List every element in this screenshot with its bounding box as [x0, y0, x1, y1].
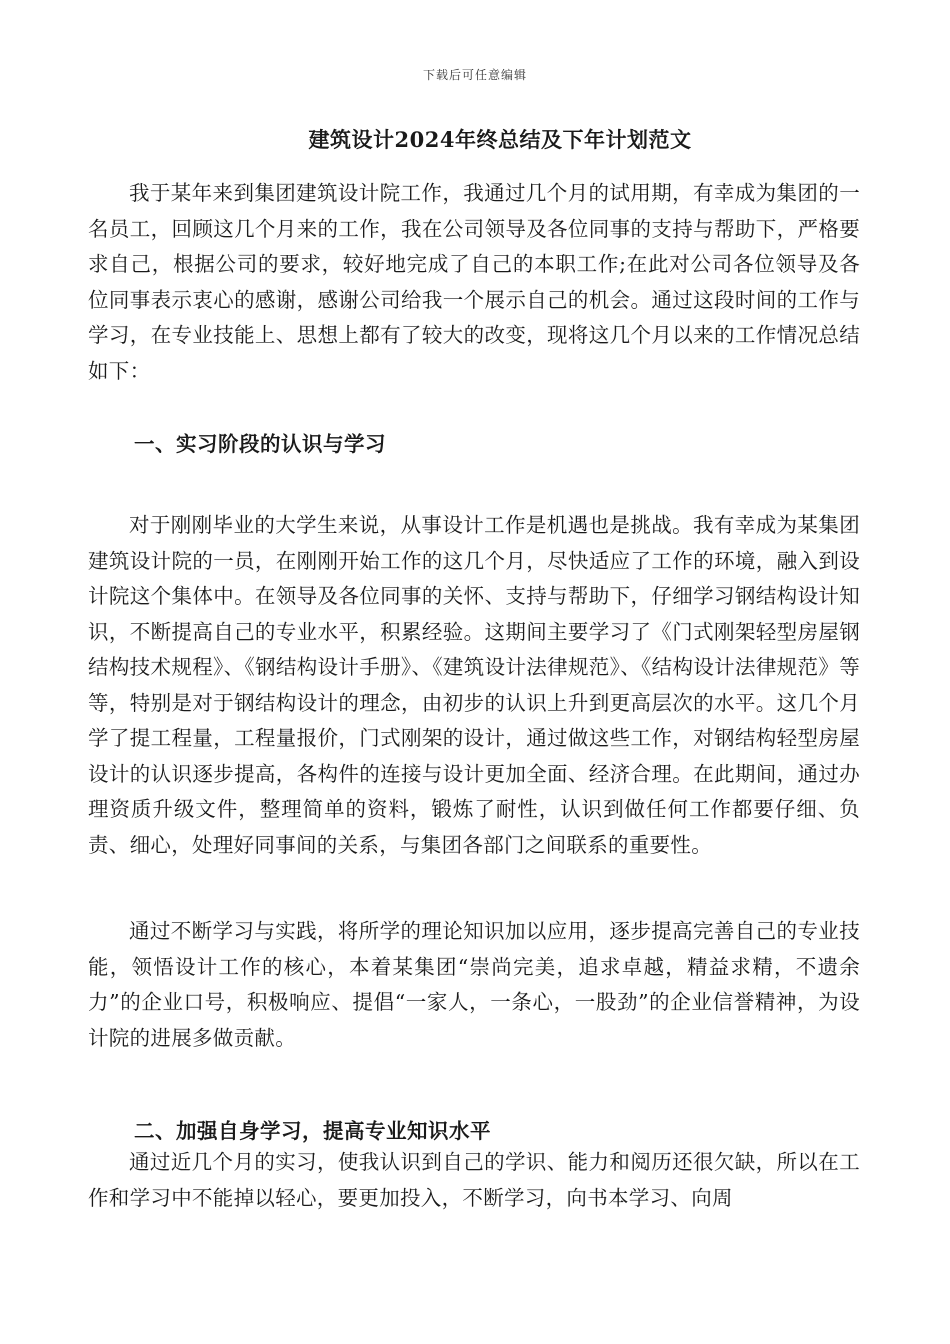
section1-paragraph-1: 对于刚刚毕业的大学生来说，从事设计工作是机遇也是挑战。我有幸成为某集团建筑设计院的一员，在刚刚开始工作的这几个月，尽快适应了工作的环境，融入到设计院这个集体中。在领导及各位同事的关怀、支持与帮助下，仔细学习钢结构设计知识，不断提高自己的专业水平，积累经验。这期间主要学习了《门式刚架轻型房屋钢结构技术规程》、《钢结构设计手册》、《建筑设计法律规范》、《结构设计法律规范》等等，特别是对于钢结构设计的理念，由初步的认识上升到更高层次的水平。这几个月学了提工程量，工程量报价，门式刚架的设计，通过做这些工作，对钢结构轻型房屋设计的认识逐步提高，各构件的连接与设计更加全面、经济合理。在此期间，通过办理资质升级文件，整理简单的资料，锻炼了耐性，认识到做任何工作都要仔细、负责、细心，处理好同事间的关系，与集团各部门之间联系的重要性。 [88, 513, 860, 857]
header-note: 下载后可任意编辑 [422, 68, 527, 82]
document-title: 建筑设计2024年终总结及下年计划范文 [308, 127, 692, 152]
section2-paragraph-block-1 [88, 1145, 860, 1216]
intro-paragraph-block [88, 176, 860, 389]
section1-paragraph-block-1 [88, 508, 860, 863]
section1-paragraph-2: 通过不断学习与实践，将所学的理论知识加以应用，逐步提高完善自己的专业技能，领悟设计工作的核心，本着某集团“崇尚完美，追求卓越，精益求精，不遗余力”的企业口号，积极响应、提倡“一家人，一条心，一股劲”的企业信誉精神，为设计院的进展多做贡献。 [88, 919, 860, 1050]
section2-paragraph-1: 通过近几个月的实习，使我认识到自己的学识、能力和阅历还很欠缺，所以在工作和学习中不能掉以轻心，要更加投入，不断学习，向书本学习、向周 [88, 1150, 860, 1210]
section1-paragraph-block-2 [88, 914, 860, 1056]
section-heading-2: 二、加强自身学习，提高专业知识水平 [134, 1119, 491, 1143]
section-heading-1: 一、实习阶段的认识与学习 [134, 432, 386, 456]
intro-paragraph: 我于某年来到集团建筑设计院工作，我通过几个月的试用期，有幸成为集团的一名员工，回顾这几个月来的工作，我在公司领导及各位同事的支持与帮助下，严格要求自己，根据公司的要求，较好地完成了自己的本职工作;在此对公司各位领导及各位同事表示衷心的感谢，感谢公司给我一个展示自己的机会。通过这段时间的工作与学习，在专业技能上、思想上都有了较大的改变，现将这几个月以来的工作情况总结如下： [88, 181, 860, 383]
